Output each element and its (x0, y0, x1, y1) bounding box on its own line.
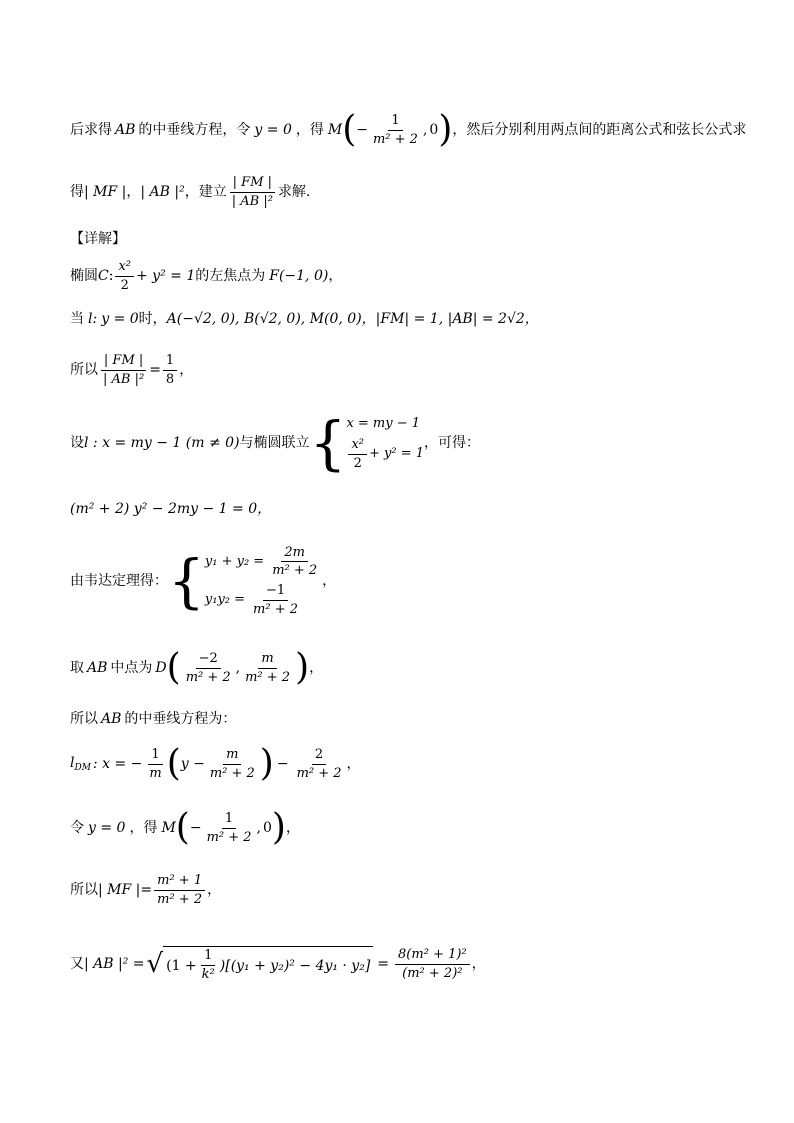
line-14 (70, 938, 486, 990)
numerator: | FM | (101, 354, 146, 371)
denominator: | AB |² (231, 193, 273, 209)
comma: , (422, 122, 428, 138)
fraction (348, 438, 367, 470)
line-9 (70, 646, 323, 690)
numerator: −1 (263, 584, 288, 601)
text: 又 (70, 956, 84, 972)
denominator: k² (201, 967, 215, 982)
math-AB-abs-sq: | AB |² (140, 184, 185, 200)
line-2 (70, 172, 310, 212)
numerator: x² (348, 438, 367, 455)
math-AB: AB (115, 122, 136, 138)
paren-open: ( (342, 109, 357, 150)
fraction (163, 354, 177, 386)
line-1 (70, 109, 747, 150)
fraction (370, 114, 421, 146)
math-l-DM: $l_{DM}$ (70, 754, 91, 773)
comma: ， (346, 756, 361, 772)
text: 由韦达定理得： (70, 573, 168, 589)
line-5 (70, 350, 193, 390)
numerator: 8(m² + 1)² (395, 948, 470, 965)
comma: , (256, 820, 261, 836)
math-AB: AB (101, 711, 122, 727)
math-F: F(−1, 0) (269, 268, 329, 284)
fraction (294, 748, 345, 780)
denominator: m² + 2 (157, 891, 203, 907)
comma: , (235, 660, 241, 676)
fraction (183, 652, 234, 684)
text: 后求得 (70, 122, 112, 138)
numerator: 2 (312, 748, 326, 765)
text: 取 (70, 660, 84, 676)
paren-close: ) (438, 109, 453, 150)
math-l: l: (88, 311, 98, 327)
denominator: m (149, 765, 162, 781)
math-quadratic: (m² + 2) y² − 2my − 1 = 0， (70, 501, 272, 517)
fraction (250, 584, 301, 616)
numerator: m (258, 652, 276, 669)
text: 得 (70, 184, 84, 200)
math-D: D (155, 660, 167, 676)
comma: ， (328, 268, 343, 284)
denominator: m² + 2 (296, 765, 342, 781)
fraction (269, 546, 320, 578)
denominator: 2 (120, 277, 129, 293)
text: 的中垂线方程为： (124, 711, 237, 727)
math-M: M (161, 820, 176, 836)
sqrt-content (163, 946, 373, 981)
fraction (229, 176, 276, 208)
minus: − (356, 122, 368, 138)
fraction (395, 948, 470, 980)
numerator: 1 (388, 114, 402, 131)
numerator: 2m (281, 546, 308, 563)
paren-close: ) (259, 743, 274, 784)
text: 中点为 (110, 660, 153, 676)
paren-close: ) (295, 647, 310, 688)
text: 与椭圆联立 (239, 435, 310, 451)
math-M: M (327, 122, 343, 138)
text: 所以 (70, 882, 98, 898)
numerator: x² (115, 260, 134, 277)
paren-open: ( (175, 807, 190, 848)
minus: − (189, 820, 202, 836)
equals: = (377, 956, 390, 972)
numerator: | FM | (230, 176, 275, 193)
text: ，得 (295, 122, 324, 138)
math-C: C (98, 268, 109, 284)
brace: { (168, 547, 205, 615)
text: 所以 (70, 711, 98, 727)
text: 当 (70, 311, 84, 327)
line-8 (70, 536, 336, 626)
fraction (199, 949, 218, 981)
system (205, 543, 322, 620)
minus: − (276, 756, 289, 772)
numerator: 1 (222, 812, 236, 829)
comma: ， (179, 362, 194, 378)
text: 时， (138, 311, 167, 327)
denominator: m² + 2 (209, 765, 255, 781)
line-13 (70, 868, 221, 912)
colon: : (108, 268, 114, 284)
denominator: m² + 2 (245, 669, 291, 685)
paren-open: ( (166, 743, 181, 784)
fraction (100, 354, 147, 386)
denominator: (m² + 2)² (402, 965, 463, 981)
sqrt-part-b: )[(y₁ + y₂)² − 4y₁ · y₂] (219, 957, 371, 974)
equals: = (149, 362, 161, 378)
math-expr: + y² = 1 (135, 268, 196, 284)
vieta-1-lhs: y₁ + y₂ = (204, 553, 265, 569)
numerator: m (223, 748, 241, 765)
numerator: 1 (148, 748, 162, 765)
denominator: m² + 2 (206, 829, 252, 845)
comma: ， (285, 820, 300, 836)
math-y0: y = 0 (88, 820, 126, 836)
comma: ， (471, 956, 486, 972)
text: 所以 (70, 362, 98, 378)
sqrt-icon: √ (146, 949, 164, 979)
math-y0: y = 0 (101, 311, 139, 327)
sqrt-part-a: (1 + (166, 957, 197, 974)
sys-eq-2: + y² = 1 (368, 446, 424, 461)
math-line-l: l : x = my − 1 (m ≠ 0) (84, 435, 240, 451)
numerator: m² + 1 (154, 874, 205, 891)
fraction (242, 652, 293, 684)
text: 令 (70, 820, 84, 836)
math-AB-sq-eq: | AB |² = (84, 956, 145, 972)
text: 的左焦点为 (195, 268, 266, 284)
text: ，得 (129, 820, 158, 836)
vieta-2-lhs: y₁y₂ = (204, 592, 246, 608)
text: ，然后分别利用两点间的距离公式和弦长公式求 (452, 122, 747, 138)
text: 求解. (277, 184, 311, 200)
line-11 (70, 742, 361, 786)
line-12 (70, 806, 300, 850)
math-AB: AB (87, 660, 108, 676)
text: ，可得： (424, 435, 480, 451)
line-7 (70, 498, 271, 520)
line-6 (70, 410, 480, 476)
zero: 0 (429, 122, 439, 138)
line-3 (70, 258, 342, 294)
denominator: m² + 2 (253, 601, 299, 617)
denominator: m² + 2 (185, 669, 231, 685)
text: 设 (70, 435, 84, 451)
math-MF-abs: | MF | (84, 184, 127, 200)
text: 的中垂线方程，令 (138, 122, 251, 138)
fraction (204, 812, 255, 844)
y-minus: y − (180, 756, 205, 772)
paren-close: ) (271, 807, 286, 848)
numerator: 1 (163, 354, 177, 371)
comma: ， (309, 660, 324, 676)
paren-open: ( (166, 647, 181, 688)
math-y0: y = 0 (254, 122, 292, 138)
fraction (207, 748, 258, 780)
math-x-eq: : x = − (92, 756, 143, 772)
denominator: m² + 2 (372, 131, 418, 147)
text: ，建立 (184, 184, 227, 200)
denominator: m² + 2 (272, 563, 318, 579)
sys-eq-1: x = my − 1 (346, 415, 421, 431)
numerator: −2 (196, 652, 221, 669)
system (346, 413, 424, 474)
brace: { (309, 409, 347, 477)
fraction (115, 260, 134, 292)
math-MF-eq: | MF |= (98, 882, 153, 898)
math-points: A(−√2, 0), B(√2, 0), M(0, 0)，|FM| = 1, |AB| = 2√2， (166, 311, 539, 327)
denominator: 2 (353, 455, 362, 471)
fraction (154, 874, 205, 906)
zero: 0 (263, 820, 272, 836)
line-4 (70, 308, 539, 330)
text: ， (126, 184, 141, 200)
fraction (146, 748, 164, 780)
comma: ， (207, 882, 222, 898)
numerator: 1 (201, 949, 215, 966)
detail-header: 【详解】 (70, 231, 126, 247)
text: 椭圆 (70, 268, 98, 284)
denominator: | AB |² (103, 371, 145, 387)
line-10 (70, 708, 236, 730)
denominator: 8 (165, 371, 175, 387)
comma: ， (322, 573, 337, 589)
